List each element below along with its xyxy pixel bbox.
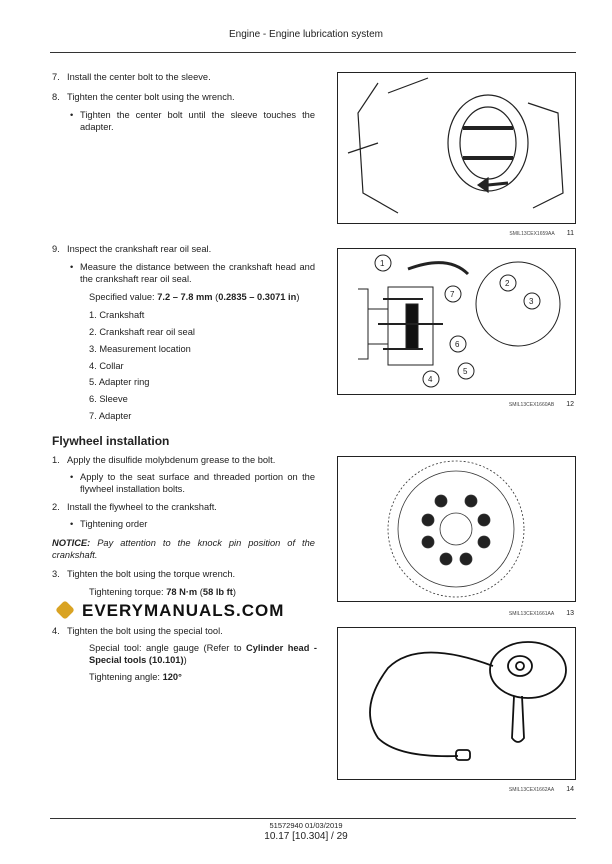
figure-caption: SMIL13CEX1659AA 11 [509,230,574,237]
tightening-angle: Tightening angle: 120° [89,672,182,682]
svg-text:8: 8 [443,556,448,564]
step-text: Inspect the crankshaft rear oil seal. [67,244,212,254]
step-text: Install the flywheel to the crankshaft. [67,502,217,512]
legend-item: 7. Adapter [89,411,132,421]
svg-text:1: 1 [425,517,430,525]
svg-text:3: 3 [463,556,468,564]
legend-item: 1. Crankshaft [89,310,145,320]
legend-item: 4. Collar [89,361,124,371]
figure-tightening-order [337,456,576,602]
flywheel-bolt-order-diagram [338,457,575,601]
svg-text:7: 7 [481,517,486,525]
svg-text:2: 2 [505,279,510,288]
header-rule [50,52,576,53]
figure-caption: SMIL13CEX1661AA 13 [508,610,574,617]
step-text: Apply the disulfide molybdenum grease to the bolt. [67,455,276,465]
step-text: Install the center bolt to the sleeve. [67,72,211,82]
bullet: • [70,110,74,120]
page-header: Engine - Engine lubrication system [229,29,383,40]
oil-seal-diagram [338,249,575,394]
legend-item: 2. Crankshaft rear oil seal [89,327,195,337]
figure-caption: SMIL13CEX1660AB 12 [508,401,574,408]
svg-text:2: 2 [468,498,473,506]
step-text: Tighten the bolt using the special tool. [67,626,223,636]
step-number: 2. [52,502,60,512]
figure-caption: SMIL13CEX1662AA 14 [508,786,574,793]
figure-sleeve-install [337,72,576,224]
notice: NOTICE: Pay attention to the knock pin position of the crankshaft. [52,538,315,560]
cross-reference-link[interactable]: Cylinder head - Special tools (10.101) [89,643,317,665]
tightening-torque: Tightening torque: 78 N·m (58 lb ft) [89,587,236,597]
footer-doc-info: 51572940 01/03/2019 [269,821,343,830]
svg-text:7: 7 [450,290,455,299]
bullet-text: Measure the distance between the crankshaft head and the crankshaft rear oil seal. [80,262,315,284]
svg-text:6: 6 [425,539,430,547]
bullet: • [70,262,74,272]
step-number: 3. [52,569,60,579]
svg-text:4: 4 [438,498,443,506]
bullet-text: Tighten the center bolt until the sleeve touches the adapter. [80,110,315,132]
bullet: • [70,472,74,482]
legend-item: 5. Adapter ring [89,377,150,387]
watermark: EVERYMANUALS.COM [82,601,285,620]
svg-text:5: 5 [481,539,486,547]
step-number: 7. [52,72,60,82]
bullet-text: Apply to the seat surface and threaded portion on the flywheel installation bolts. [80,472,315,494]
step-text: Tighten the bolt using the torque wrench. [67,569,236,579]
special-tool: Special tool: angle gauge (Refer to Cylinder head - Special tools (10.101)) [89,643,317,665]
svg-text:6: 6 [455,340,460,349]
legend-item: 3. Measurement location [89,344,191,354]
step-number: 4. [52,626,60,636]
figure-angle-gauge [337,627,576,780]
svg-text:1: 1 [380,259,385,268]
svg-text:4: 4 [428,375,433,384]
bullet-text: Tightening order [80,519,148,529]
footer-rule [50,818,576,819]
step-text: Tighten the center bolt using the wrench. [67,92,235,102]
footer-page-number: 10.17 [10.304] / 29 [264,831,348,842]
figure-oil-seal [337,248,576,395]
svg-text:5: 5 [463,367,468,376]
bullet: • [70,519,74,529]
step-number: 1. [52,455,60,465]
section-heading: Flywheel installation [52,434,170,448]
specified-value: Specified value: 7.2 – 7.8 mm (0.2835 – 0.3071 in) [89,292,300,302]
watermark-logo [55,600,75,620]
step-number: 9. [52,244,60,254]
sleeve-install-illustration [338,73,575,223]
step-number: 8. [52,92,60,102]
angle-gauge-illustration [338,628,575,779]
svg-text:3: 3 [529,297,534,306]
legend-item: 6. Sleeve [89,394,128,404]
